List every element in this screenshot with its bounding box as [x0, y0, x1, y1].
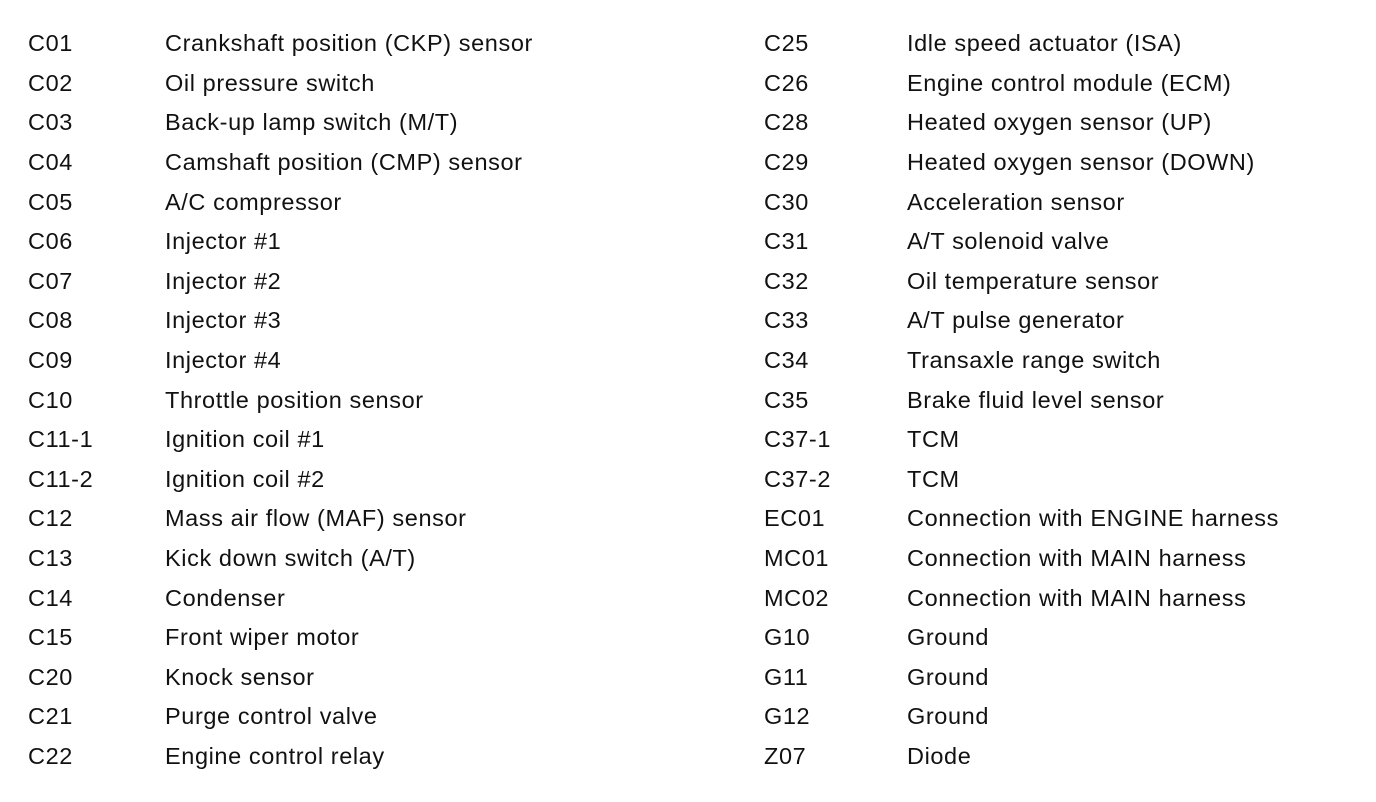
list-item: [764, 578, 1364, 618]
connector-code: G10: [764, 624, 811, 651]
list-item: [764, 262, 1364, 302]
connector-code: C13: [28, 545, 73, 572]
list-item: [28, 578, 718, 618]
connector-code: C26: [764, 69, 809, 96]
connector-code: C12: [28, 505, 73, 532]
list-item: [764, 499, 1364, 539]
list-item: [764, 64, 1364, 104]
connector-code: C15: [28, 624, 73, 651]
list-item: [28, 222, 718, 262]
connector-description: TCM: [907, 465, 960, 492]
connector-code: C14: [28, 584, 73, 611]
list-item: [28, 103, 718, 143]
list-item: [764, 697, 1364, 737]
connector-description: Oil temperature sensor: [907, 267, 1160, 294]
list-item: [28, 539, 718, 579]
list-item: [28, 301, 718, 341]
connector-description: A/T solenoid valve: [907, 228, 1110, 255]
connector-code: C35: [764, 386, 809, 413]
connector-description: Crankshaft position (CKP) sensor: [165, 30, 533, 57]
connector-description: Heated oxygen sensor (UP): [907, 109, 1212, 136]
connector-description: Engine control relay: [165, 742, 385, 769]
list-item: [28, 262, 718, 302]
connector-description: Injector #1: [165, 228, 282, 255]
connector-description: Ground: [907, 624, 989, 651]
list-item: [28, 460, 718, 500]
list-item: [28, 341, 718, 381]
connector-description: Ground: [907, 703, 989, 730]
connector-description: Engine control module (ECM): [907, 69, 1232, 96]
list-item: [28, 143, 718, 183]
connector-description: Kick down switch (A/T): [165, 545, 416, 572]
connector-description: Injector #2: [165, 267, 282, 294]
list-item: [28, 737, 718, 777]
list-item: [764, 658, 1364, 698]
connector-code: C10: [28, 386, 73, 413]
connector-code: MC02: [764, 584, 830, 611]
list-item: [764, 103, 1364, 143]
list-item: [28, 182, 718, 222]
connector-description: Injector #3: [165, 307, 282, 334]
list-item: [28, 658, 718, 698]
connector-code: C05: [28, 188, 73, 215]
connector-description: Diode: [907, 742, 972, 769]
connector-description: Connection with MAIN harness: [907, 545, 1247, 572]
connector-code: C01: [28, 30, 73, 57]
connector-code: C28: [764, 109, 809, 136]
connector-description: Acceleration sensor: [907, 188, 1125, 215]
connector-code: C02: [28, 69, 73, 96]
connector-description: TCM: [907, 426, 960, 453]
connector-description: Oil pressure switch: [165, 69, 375, 96]
connector-code: C22: [28, 742, 73, 769]
connector-code: C03: [28, 109, 73, 136]
list-item: [28, 618, 718, 658]
connector-code: C04: [28, 149, 73, 176]
connector-code: C34: [764, 347, 809, 374]
list-item: [764, 24, 1364, 64]
connector-code: C11-1: [28, 426, 94, 453]
list-item: [764, 341, 1364, 381]
list-item: [764, 380, 1364, 420]
connector-code: C06: [28, 228, 73, 255]
connector-description: Ground: [907, 663, 989, 690]
list-item: [764, 460, 1364, 500]
list-item: [764, 301, 1364, 341]
connector-description: Front wiper motor: [165, 624, 360, 651]
connector-code: G12: [764, 703, 811, 730]
connector-description: A/T pulse generator: [907, 307, 1125, 334]
connector-code: C08: [28, 307, 73, 334]
connector-code: C07: [28, 267, 73, 294]
connector-description: Brake fluid level sensor: [907, 386, 1165, 413]
connector-description: Idle speed actuator (ISA): [907, 30, 1182, 57]
connector-description: Purge control valve: [165, 703, 378, 730]
list-item: [764, 182, 1364, 222]
connector-code: C32: [764, 267, 809, 294]
connector-description: Camshaft position (CMP) sensor: [165, 149, 523, 176]
left-connector-list: [28, 24, 718, 776]
connector-code: C29: [764, 149, 809, 176]
list-item: [764, 420, 1364, 460]
connector-code: MC01: [764, 545, 830, 572]
list-item: [764, 143, 1364, 183]
connector-description: Heated oxygen sensor (DOWN): [907, 149, 1255, 176]
connector-code: C33: [764, 307, 809, 334]
connector-code: C09: [28, 347, 73, 374]
list-item: [764, 618, 1364, 658]
connector-code: Z07: [764, 742, 807, 769]
connector-description: Connection with ENGINE harness: [907, 505, 1279, 532]
connector-description: Throttle position sensor: [165, 386, 424, 413]
connector-description: Knock sensor: [165, 663, 315, 690]
right-connector-list: [764, 24, 1364, 776]
connector-description: Ignition coil #2: [165, 465, 325, 492]
list-item: [764, 737, 1364, 777]
connector-code: C31: [764, 228, 809, 255]
list-item: [28, 697, 718, 737]
connector-code: C20: [28, 663, 73, 690]
connector-code: C30: [764, 188, 809, 215]
list-item: [28, 420, 718, 460]
list-item: [28, 380, 718, 420]
list-item: [28, 24, 718, 64]
connector-description: A/C compressor: [165, 188, 342, 215]
list-item: [28, 499, 718, 539]
connector-code: C25: [764, 30, 809, 57]
connector-code: C11-2: [28, 465, 94, 492]
connector-description: Back-up lamp switch (M/T): [165, 109, 459, 136]
connector-description: Transaxle range switch: [907, 347, 1161, 374]
connector-code: EC01: [764, 505, 826, 532]
connector-description: Mass air flow (MAF) sensor: [165, 505, 467, 532]
list-item: [764, 539, 1364, 579]
connector-code: C37-2: [764, 465, 832, 492]
connector-code: C21: [28, 703, 73, 730]
connector-code: G11: [764, 663, 809, 690]
connector-description: Condenser: [165, 584, 286, 611]
list-item: [28, 64, 718, 104]
list-item: [764, 222, 1364, 262]
connector-description: Connection with MAIN harness: [907, 584, 1247, 611]
connector-code: C37-1: [764, 426, 832, 453]
connector-description: Ignition coil #1: [165, 426, 325, 453]
connector-description: Injector #4: [165, 347, 282, 374]
